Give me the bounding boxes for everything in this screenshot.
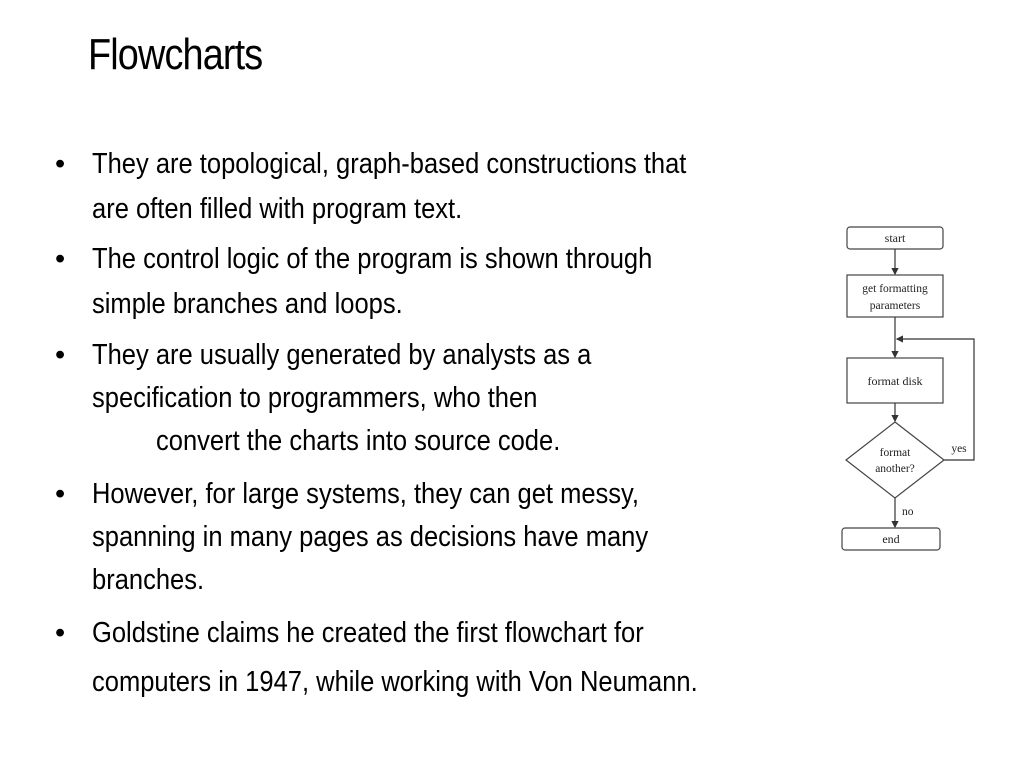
bullet-dot: • [55, 243, 66, 275]
flowchart-no-label: no [902, 506, 914, 518]
flowchart-format-disk-label: format disk [867, 374, 923, 388]
bullet-text: The control logic of the program is shown through [92, 243, 653, 275]
slide-title: Flowcharts [88, 30, 263, 79]
flowchart-decision-label: format [879, 447, 911, 459]
bullet-text: computers in 1947, while working with Von Neumann. [92, 666, 698, 698]
bullet-text: simple branches and loops. [92, 288, 403, 320]
bullet-text: convert the charts into source code. [156, 425, 561, 457]
bullet-dot: • [55, 339, 66, 371]
flowchart-params-label: get formatting [862, 283, 928, 295]
bullet-text: However, for large systems, they can get messy, [92, 478, 640, 510]
bullet-text: They are usually generated by analysts as a [92, 339, 592, 371]
bullet-dot: • [55, 478, 66, 510]
bullet-dot: • [55, 617, 66, 649]
bullet-text: branches. [92, 564, 205, 596]
flowchart-params-label: parameters [869, 300, 921, 312]
bullet-dot: • [55, 148, 66, 180]
flowchart-end-label: end [882, 532, 900, 546]
flowchart-decision-diamond [846, 422, 944, 498]
bullet-text: are often filled with program text. [92, 193, 463, 225]
bullet-text: Goldstine claims he created the first flowchart for [92, 617, 644, 649]
bullet-text: spanning in many pages as decisions have many [92, 521, 649, 553]
flowchart-diagram [838, 222, 978, 556]
bullet-text: specification to programmers, who then [92, 382, 538, 414]
flowchart-start-label: start [884, 231, 906, 245]
bullet-text: They are topological, graph-based constructions that [92, 148, 687, 180]
flowchart-yes-label: yes [951, 443, 967, 455]
flowchart-decision-label: another? [875, 463, 915, 475]
